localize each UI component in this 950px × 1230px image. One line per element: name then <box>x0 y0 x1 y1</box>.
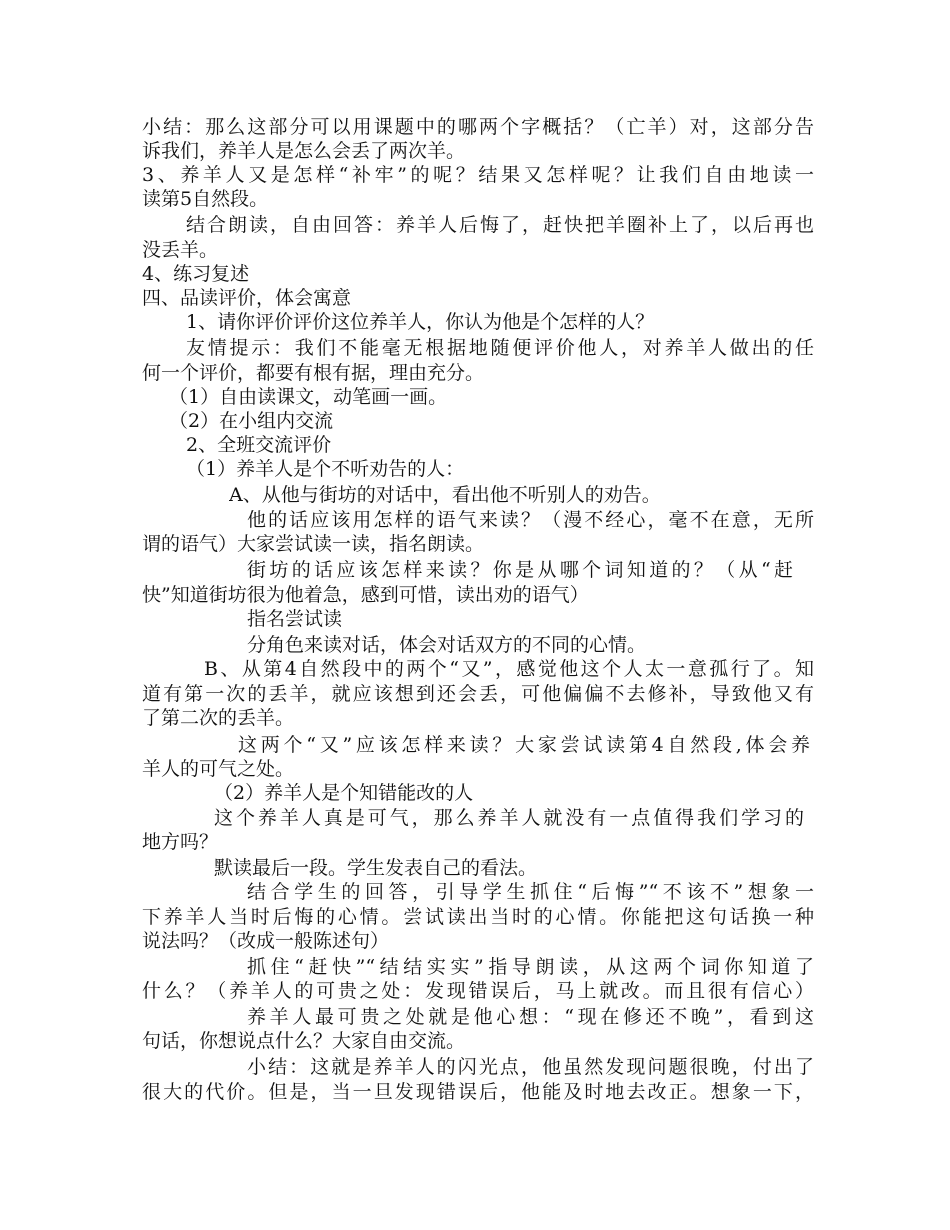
text-line: 句话，你想说点什么？大家自由交流。 <box>142 1030 466 1052</box>
text-line: 街坊的话应该怎样来读？你是从哪个词知道的？（从“赶 <box>247 559 793 581</box>
text-line: 快”知道街坊很为他着急，感到可惜，读出劝的语气） <box>142 584 589 606</box>
text-line: 小结：那么这部分可以用课题中的哪两个字概括？（亡羊）对，这部分告 <box>142 116 814 138</box>
text-line: （2）养羊人是个知错能改的人 <box>214 782 474 804</box>
text-line: 养羊人最可贵之处就是他心想：“现在修还不晚”，看到这 <box>247 1006 814 1028</box>
text-line: 结合朗读，自由回答：养羊人后悔了，赶快把羊圈补上了，以后再也 <box>186 214 814 236</box>
text-line: 很大的代价。但是，当一旦发现错误后，他能及时地去改正。想象一下， <box>142 1081 814 1103</box>
text-line: 诉我们，养羊人是怎么会丢了两次羊。 <box>142 140 466 162</box>
text-line: （1）自由读课文，动笔画一画。 <box>169 386 448 408</box>
text-line: 什么？（养羊人的可贵之处：发现错误后，马上就改。而且很有信心） <box>142 980 814 1002</box>
text-line: 这两个“又”应该怎样来读？大家尝试读第4自然段,体会养 <box>238 734 810 756</box>
text-line: 说法吗？（改成一般陈述句） <box>142 930 390 952</box>
text-line: 4、练习复述 <box>142 263 250 285</box>
text-line: 羊人的可气之处。 <box>142 758 295 780</box>
text-line: （1）养羊人是个不听劝告的人： <box>186 458 465 480</box>
text-line: 抓住“赶快”“结结实实”指导朗读，从这两个词你知道了 <box>247 956 814 978</box>
text-line: 这个养羊人真是可气，那么养羊人就没有一点值得我们学习的 <box>214 807 804 829</box>
text-line: 默读最后一段。学生发表自己的看法。 <box>214 857 538 879</box>
text-line: 下养羊人当时后悔的心情。尝试读出当时的心情。你能把这句话换一种 <box>142 906 814 928</box>
text-line: 没丢羊。 <box>142 239 219 261</box>
text-line: B、从第4自然段中的两个“又”，感觉他这个人太一意孤行了。知 <box>204 658 814 680</box>
section-heading: 四、品读评价，体会寓意 <box>142 287 352 309</box>
text-line: 3、养羊人又是怎样“补牢”的呢？结果又怎样呢？让我们自由地读一 <box>142 164 814 186</box>
text-line: 谓的语气）大家尝试读一读，指名朗读。 <box>142 533 485 555</box>
text-line: 读第5自然段。 <box>142 188 269 210</box>
text-line: 地方吗？ <box>142 831 219 853</box>
text-line: 2、全班交流评价 <box>186 434 332 456</box>
text-line: 结合学生的回答，引导学生抓住“后悔”“不该不”想象一 <box>247 881 814 903</box>
text-line: 友情提示：我们不能毫无根据地随便评价他人，对养羊人做出的任 <box>186 337 814 359</box>
text-line: 道有第一次的丢羊，就应该想到还会丢，可他偏偏不去修补，导致他又有 <box>142 683 814 705</box>
text-line: （2）在小组内交流 <box>169 410 334 432</box>
text-line: 小结：这就是养羊人的闪光点，他虽然发现问题很晚，付出了 <box>247 1056 814 1078</box>
text-line: 他的话应该用怎样的语气来读？（漫不经心，毫不在意，无所 <box>247 509 814 531</box>
text-line: 指名尝试读 <box>247 608 343 630</box>
text-line: A、从他与街坊的对话中，看出他不听别人的劝告。 <box>229 484 661 506</box>
text-line: 何一个评价，都要有根有据，理由充分。 <box>142 362 485 384</box>
text-line: 1、请你评价评价这位养羊人，你认为他是个怎样的人？ <box>186 311 655 333</box>
text-line: 了第二次的丢羊。 <box>142 707 295 729</box>
text-line: 分角色来读对话，体会对话双方的不同的心情。 <box>247 634 647 656</box>
